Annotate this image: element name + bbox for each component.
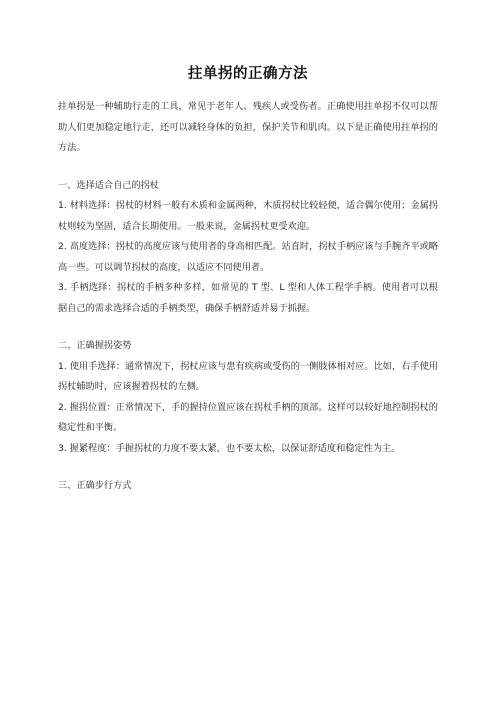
document-title: 拄单拐的正确方法	[188, 66, 308, 82]
list-item: 1. 材料选择：拐杖的材料一般有木质和金属两种，木质拐杖比较轻便，适合偶尔使用；金属拐杖则较为坚固，适合长期使用。一般来说，金属拐杖更受欢迎。	[58, 200, 438, 232]
section-3	[58, 476, 438, 497]
list-item: 2. 握拐位置：正常情况下，手的握持位置应该在拐杖手柄的顶部。这样可以较好地控制拐杖的稳定性和平衡。	[58, 401, 438, 433]
list-item: 2. 高度选择：拐杖的高度应该与使用者的身高相匹配。站直时，拐杖手柄应该与手腕齐平或略高一些。可以调节拐杖的高度，以适应不同使用者。	[58, 241, 438, 273]
section-1	[58, 176, 438, 320]
intro-paragraph: 拄单拐是一种辅助行走的工具，常见于老年人、残疾人或受伤者。正确使用拄单拐不仅可以帮助人们更加稳定地行走，还可以减轻身体的负担，保护关节和肌肉。以下是正确使用拄单拐的方法。	[58, 101, 438, 153]
list-item: 1. 使用手选择：通常情况下，拐杖应该与患有疾病或受伤的一侧肢体相对应。比如，右手使用拐杖辅助时，应该握着拐杖的左侧。	[58, 360, 438, 392]
list-item: 3. 手柄选择：拐杖的手柄多种多样，如常见的 T 型、L 型和人体工程学手柄。使用者可以根据自己的需求选择合适的手柄类型，确保手柄舒适并易于抓握。	[58, 282, 438, 314]
list-item: 3. 握紧程度：手握拐杖的力度不要太紧，也不要太松，以保证舒适度和稳定性为主。	[58, 442, 401, 454]
section-2	[58, 336, 438, 459]
section-heading: 三、正确步行方式	[58, 480, 132, 491]
section-heading: 一、选择适合自己的拐杖	[58, 179, 160, 191]
section-heading: 二、正确握拐姿势	[58, 340, 132, 351]
